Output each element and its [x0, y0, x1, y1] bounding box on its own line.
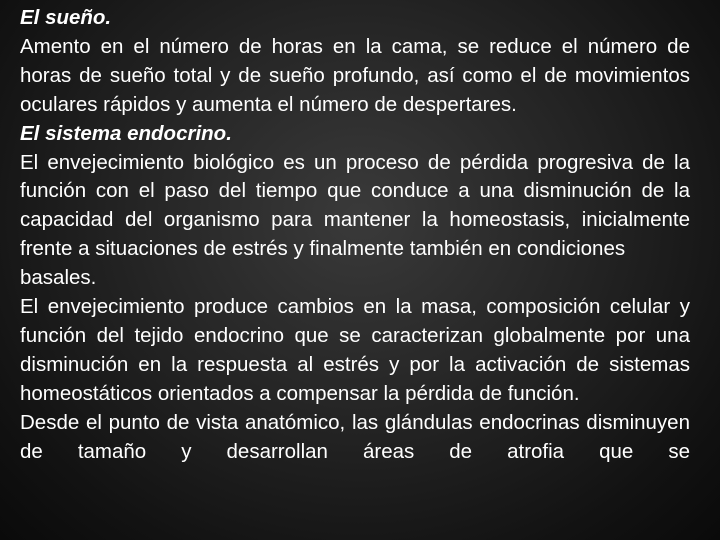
- section-heading-sleep: El sueño.: [20, 6, 112, 29]
- paragraph-sleep: Amento en el número de horas en la cama, se reduce el número de horas de sueño total y de sueño profundo, así como el de movimientos oculares rápidos y aumenta el número de despertares.: [20, 34, 690, 116]
- paragraph-endocrine-changes: El envejecimiento produce cambios en la masa, composición celular y función del tejido endocrino que se caracterizan globalmente por una disminución en la respuesta al estrés y por la activación de sistemas homeostáticos orientados a compensar la pérdida de función.: [20, 295, 690, 405]
- section-heading-endocrine: El sistema endocrino.: [20, 121, 232, 145]
- paragraph-endocrine-anatomy: Desde el punto de vista anatómico, las glándulas endocrinas disminuyen de tamaño y desarrollan áreas de atrofia que se: [20, 410, 690, 463]
- paragraph-endocrine-basal: basales.: [20, 266, 97, 290]
- slide-text-body: [20, 4, 690, 467]
- paragraph-endocrine-aging: El envejecimiento biológico es un proceso de pérdida progresiva de la función con el paso del tiempo que conduce a una disminución de la capacidad del organismo para mantener la homeostasis, inicialmente frente a situaciones de estrés y finalmente también en condiciones: [20, 150, 690, 261]
